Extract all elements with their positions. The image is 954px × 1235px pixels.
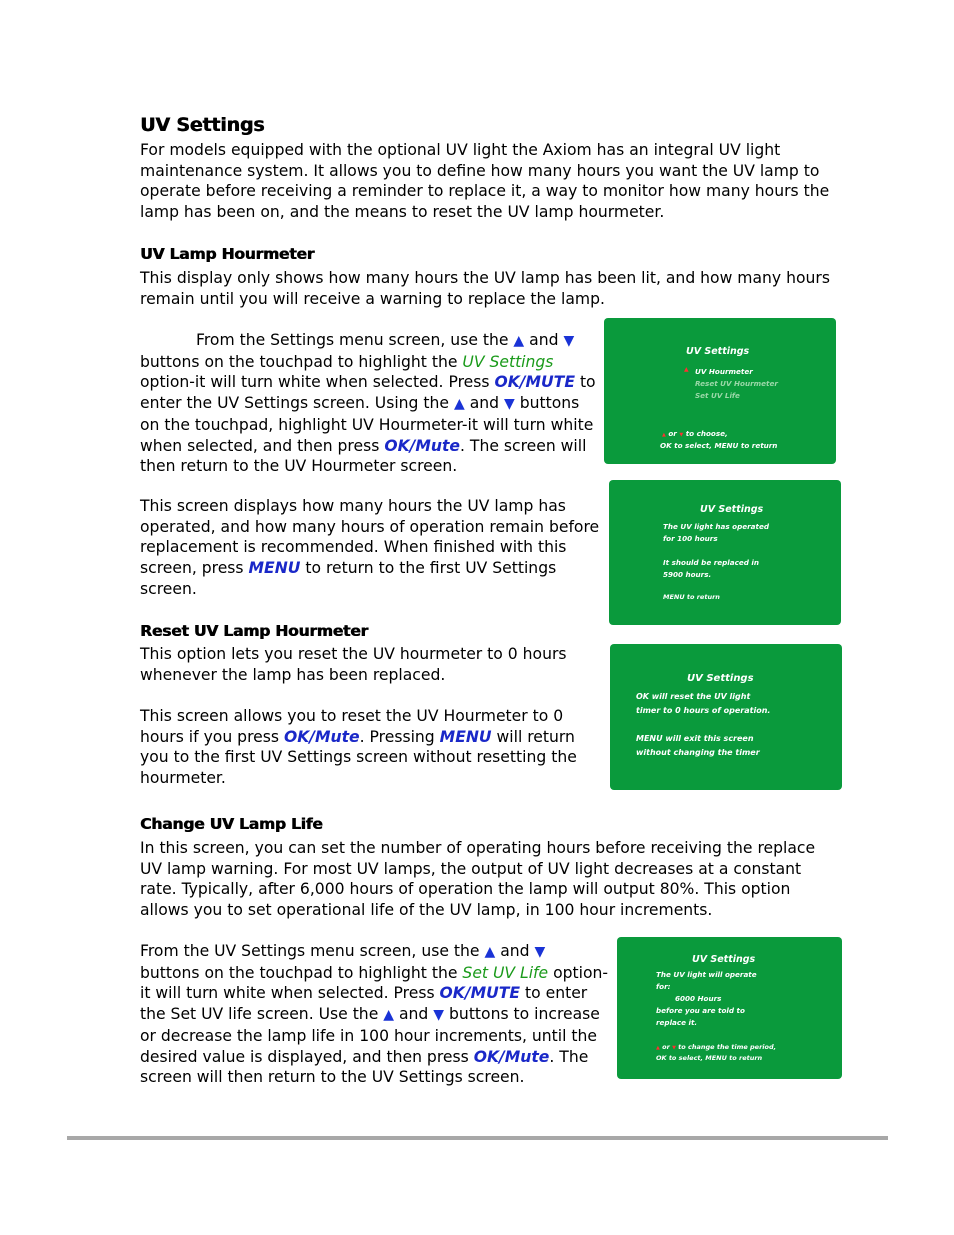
lamp-life-description — [140, 838, 815, 921]
text-line: replacement is recommended. When finished with this — [140, 538, 567, 557]
text-line: UV lamp warning. For most UV lamps, the output of UV light decreases at a constant — [140, 859, 802, 878]
screen-text: MENU to return — [663, 593, 720, 601]
text-line: lamp has been on, and the means to reset the UV lamp hourmeter. — [140, 203, 665, 222]
screen-text: without changing the timer — [636, 748, 760, 757]
selection-arrow-icon: ▲ — [684, 366, 689, 373]
text-line: hourmeter. — [140, 769, 226, 788]
text-line: the Set UV life screen. Use the ▲ and ▼ buttons to increase — [140, 1005, 600, 1024]
uv-settings-menu-screenshot — [604, 318, 836, 464]
menu-item-uv-hourmeter: UV Hourmeter — [695, 367, 753, 376]
screen-text: for 100 hours — [663, 534, 718, 543]
intro-paragraph — [140, 140, 829, 223]
text-line: desired value is displayed, and then press OK/Mute. The — [140, 1047, 589, 1066]
text-line: operated, and how many hours of operation remain before — [140, 517, 600, 536]
text-line: This screen allows you to reset the UV Hourmeter to 0 — [140, 707, 564, 725]
down-arrow-icon: ▼ — [534, 944, 546, 960]
text-line: it will turn white when selected. Press OK/MUTE to enter — [140, 984, 588, 1003]
text-line: allows you to set operational life of the UV lamp, in 100 hour increments. — [140, 901, 713, 920]
ok-mute-key-ref: OK/Mute — [384, 436, 460, 455]
section-title-uv-settings: UV Settings — [140, 114, 265, 136]
ok-mute-key-ref: OK/MUTE — [439, 984, 521, 1003]
screen-text: timer to 0 hours of operation. — [636, 706, 771, 715]
set-uv-life-screenshot — [617, 937, 842, 1079]
down-arrow-icon: ▼ — [679, 432, 684, 438]
screen-text: for: — [656, 982, 671, 991]
text-line: screen. — [140, 579, 197, 598]
text-line: you to the first UV Settings screen without resetting the — [140, 748, 577, 767]
screen-value-hours: 6000 Hours — [675, 994, 722, 1003]
down-arrow-icon: ▼ — [563, 333, 575, 349]
screen-title: UV Settings — [687, 673, 754, 684]
text-line: From the UV Settings menu screen, use the ▲ and ▼ — [140, 942, 546, 960]
up-arrow-icon: ▲ — [453, 396, 465, 413]
text-line: remain until you will receive a warning to replace the lamp. — [140, 289, 605, 308]
screen-text: OK will reset the UV light — [636, 692, 751, 701]
text-line: screen will then return to the UV Settings screen. — [140, 1068, 525, 1087]
up-arrow-icon: ▲ — [484, 944, 496, 960]
text-line: This display only shows how many hours the UV lamp has been lit, and how many hours — [140, 269, 830, 287]
subsection-title-change-uv-lamp-life: Change UV Lamp Life — [140, 815, 323, 833]
text-line: From the Settings menu screen, use the ▲ and ▼ — [196, 331, 575, 349]
down-arrow-icon: ▼ — [672, 1045, 676, 1051]
menu-key-ref: MENU — [439, 727, 492, 746]
menu-key-ref: MENU — [248, 559, 301, 578]
hourmeter-instructions — [140, 330, 596, 477]
hourmeter-screen-description — [140, 496, 599, 600]
text-line: whenever the lamp has been replaced. — [140, 665, 446, 684]
screen-hint: OK to select, MENU to return — [656, 1054, 763, 1062]
screen-text: 5900 hours. — [663, 570, 712, 579]
screen-text: MENU will exit this screen — [636, 734, 754, 743]
text-line: buttons on the touchpad to highlight the UV Settings — [140, 352, 554, 371]
text-line: option-it will turn white when selected. Press OK/MUTE to — [140, 373, 596, 392]
screen-title: UV Settings — [700, 504, 764, 515]
screen-hint: ▲ or ▼ to choose, — [662, 429, 728, 438]
screen-text: The UV light will operate — [656, 970, 757, 979]
footer-divider — [67, 1136, 888, 1140]
down-arrow-icon: ▼ — [504, 396, 515, 413]
screen-title: UV Settings — [692, 954, 756, 965]
up-arrow-icon: ▲ — [383, 1007, 395, 1024]
uv-settings-option-ref: UV Settings — [462, 352, 554, 371]
reset-hourmeter-screenshot — [610, 644, 842, 790]
reset-description — [140, 644, 567, 685]
reset-instructions — [140, 706, 577, 789]
text-line: maintenance system. It allows you to define how many hours you want the UV lamp to — [140, 161, 820, 180]
ok-mute-key-ref: OK/MUTE — [494, 373, 575, 392]
uv-hourmeter-screenshot — [609, 480, 841, 625]
set-uv-life-option-ref: Set UV Life — [462, 963, 549, 982]
text-line: rate. Typically, after 6,000 hours of operation the lamp will output 80%. This option — [140, 880, 791, 899]
text-line: then return to the UV Hourmeter screen. — [140, 457, 458, 476]
text-line: For models equipped with the optional UV light the Axiom has an integral UV light — [140, 141, 781, 159]
text-line: buttons on the touchpad to highlight the Set UV Life option- — [140, 963, 609, 982]
screen-hint: ▲ or ▼ to change the time period, — [656, 1043, 777, 1051]
text-line: screen, press MENU to return to the first UV Settings — [140, 559, 557, 578]
subsection-title-reset-uv-lamp-hourmeter: Reset UV Lamp Hourmeter — [140, 622, 368, 640]
text-line: on the touchpad, highlight UV Hourmeter-it will turn white — [140, 415, 594, 434]
text-line: or decrease the lamp life in 100 hour increments, until the — [140, 1026, 597, 1045]
screen-title: UV Settings — [686, 346, 750, 357]
screen-text: It should be replaced in — [663, 558, 759, 567]
screen-hint: OK to select, MENU to return — [660, 441, 778, 450]
menu-item-reset-uv-hourmeter: Reset UV Hourmeter — [695, 379, 778, 388]
screen-text: before you are told to — [656, 1006, 745, 1015]
screen-text: replace it. — [656, 1018, 698, 1027]
up-arrow-icon: ▲ — [656, 1045, 660, 1051]
text-line: operate before receiving a reminder to replace it, a way to monitor how many hours the — [140, 182, 830, 201]
screen-text: The UV light has operated — [663, 522, 769, 531]
subsection-title-uv-lamp-hourmeter: UV Lamp Hourmeter — [140, 245, 315, 263]
ok-mute-key-ref: OK/Mute — [283, 727, 360, 746]
text-line: This option lets you reset the UV hourmeter to 0 hours — [140, 645, 567, 663]
up-arrow-icon: ▲ — [513, 333, 525, 349]
text-line: enter the UV Settings screen. Using the ▲ and ▼ buttons — [140, 394, 580, 413]
text-line: This screen displays how many hours the UV lamp has — [140, 497, 566, 515]
text-line: when selected, and then press OK/Mute. The screen will — [140, 436, 587, 455]
text-line: In this screen, you can set the number of operating hours before receiving the replace — [140, 839, 816, 857]
up-arrow-icon: ▲ — [662, 432, 666, 438]
ok-mute-key-ref: OK/Mute — [473, 1047, 550, 1066]
lamp-life-instructions — [140, 941, 608, 1088]
down-arrow-icon: ▼ — [433, 1007, 445, 1024]
hourmeter-description — [140, 268, 830, 309]
menu-item-set-uv-life: Set UV Life — [695, 391, 740, 400]
text-line: hours if you press OK/Mute. Pressing MENU will return — [140, 727, 575, 746]
